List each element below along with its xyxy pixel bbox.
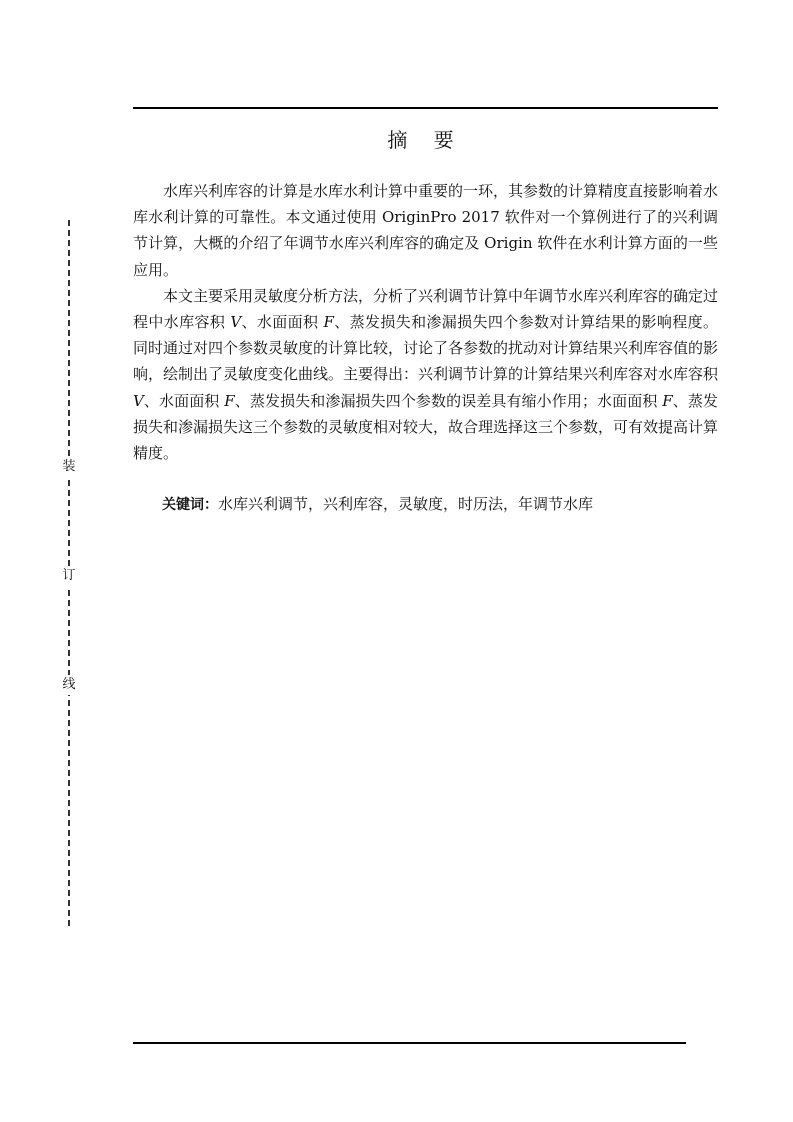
text-run: 、水面面积: [241, 313, 324, 332]
binding-char-xian: 线: [60, 675, 78, 695]
italic-symbol: V: [133, 391, 144, 410]
text-run: 水库兴利库容的计算是水库水利计算中重要的一环，其参数的计算精度直接影响着水库水利计算的可靠性。本文通过使用 OriginPro 2017 软件对一个算例进行了的兴利调节计算，大概的介绍了年调节水库兴利库容的确定及 Origin 软件在水利计算方面的一些应用。: [133, 182, 719, 279]
text-run: 、蒸发损失和渗漏损失这三个参数的灵敏度相对较大，故合理选择这三个参数，可有效提高计算精度。: [133, 391, 719, 463]
italic-symbol: F: [662, 391, 673, 410]
italic-symbol: V: [230, 313, 242, 332]
keywords-label: 关键词：: [162, 497, 218, 513]
paragraph-2: [133, 283, 718, 466]
keywords-line: [162, 492, 718, 517]
text-run: 本文主要采用灵敏度分析方法，分析了兴利调节计算中年调节水库兴利库容的确定过程中水库容积: [133, 286, 719, 332]
keywords-value: 水库兴利调节，兴利库容，灵敏度，时历法，年调节水库: [218, 495, 594, 513]
text-run: 、水面面积: [143, 391, 225, 410]
paragraph-1: [133, 178, 718, 283]
binding-char-zhuang: 装: [60, 457, 78, 477]
text-run: 、蒸发损失和渗漏损失四个参数对计算结果的影响程度。同时通过对四个参数灵敏度的计算比较，讨论了各参数的扰动对计算结果兴利库容值的影响，绘制出了灵敏度变化曲线。主要得出：兴利调节计算的计算结果兴利库容对水库容积: [133, 313, 719, 384]
abstract-body: [133, 178, 718, 466]
italic-symbol: F: [224, 391, 235, 410]
italic-symbol: F: [323, 313, 334, 332]
binding-char-ding: 订: [60, 566, 78, 586]
page-title: 摘 要: [387, 128, 464, 152]
header-rule: [133, 107, 718, 109]
footer-rule: [133, 1042, 686, 1044]
text-run: 、蒸发损失和渗漏损失四个参数的误差具有缩小作用；水面面积: [234, 391, 663, 410]
